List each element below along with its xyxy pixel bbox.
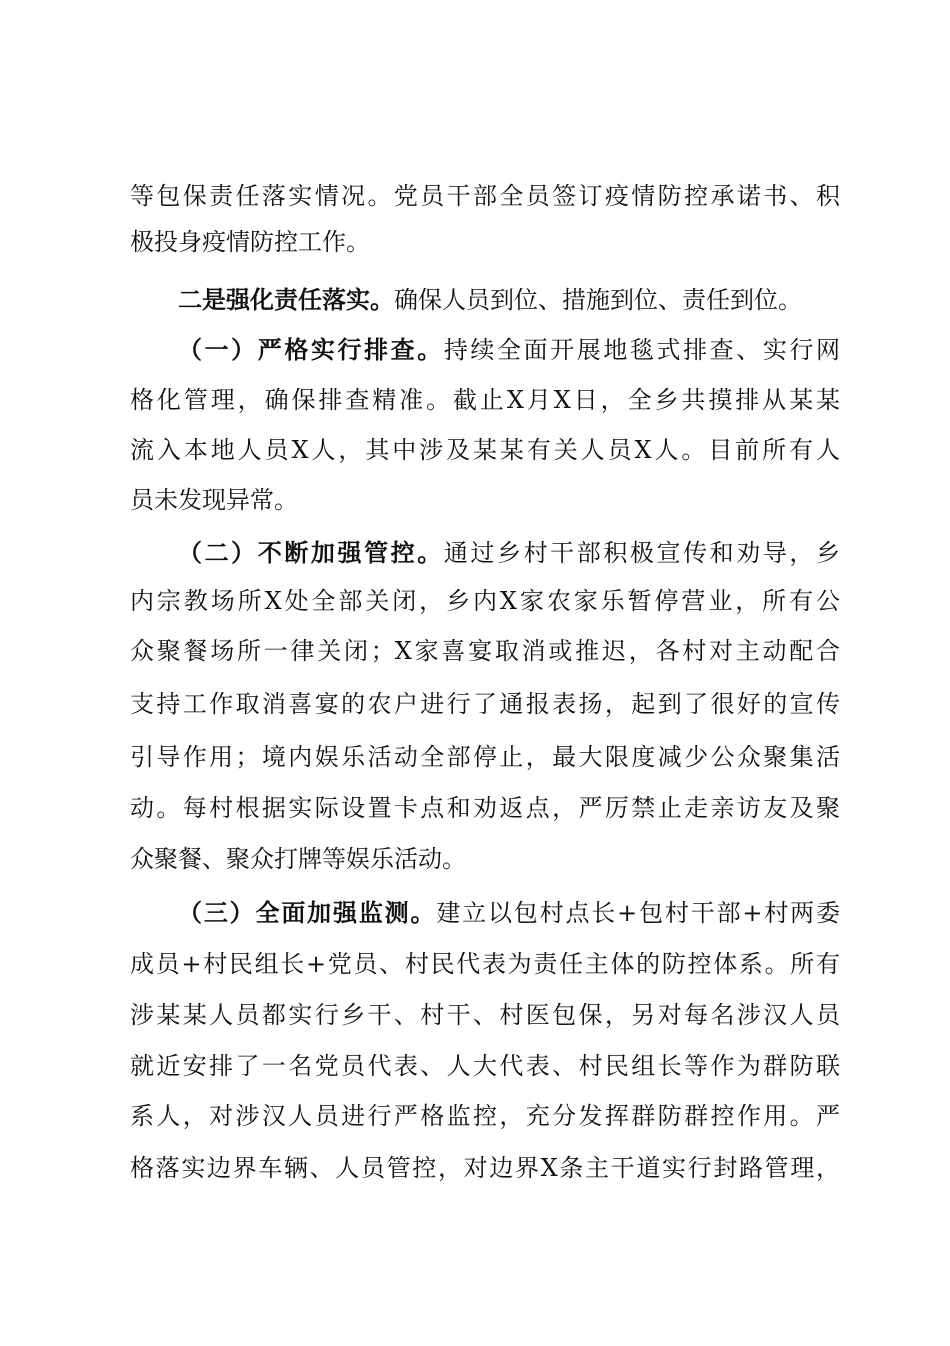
section-heading: 二是强化责任落实。 — [178, 286, 394, 314]
paragraph-line: 动。每村根据实际设置卡点和劝返点，严厉禁止走亲访友及聚 — [130, 794, 840, 822]
paragraph-text: 建立以包村点长+包村干部+村两委 — [436, 899, 840, 927]
paragraph-line: 涉某某人员都实行乡干、村干、村医包保，另对每名涉汉人员 — [130, 1001, 840, 1029]
paragraph-line: 引导作用；境内娱乐活动全部停止，最大限度减少公众聚集活 — [130, 743, 840, 771]
paragraph-text: 持续全面开展地毯式排查、实行网 — [443, 336, 841, 364]
paragraph-line: 格落实边界车辆、人员管控，对边界X条主干道实行封路管理， — [130, 1154, 840, 1182]
section-heading: （一）严格实行排查。 — [178, 335, 444, 364]
section-heading: （二）不断加强管控。 — [178, 538, 444, 567]
paragraph-line — [178, 893, 840, 933]
paragraph-line: 员未发现异常。 — [130, 486, 298, 514]
paragraph-line: 等包保责任落实情况。党员干部全员签订疫情防控承诺书、积 — [130, 182, 840, 210]
paragraph-line: 极投身疫情防控工作。 — [130, 228, 370, 256]
paragraph-line — [178, 280, 840, 320]
paragraph-line: 流入本地人员X人，其中涉及某某有关人员X人。目前所有人 — [130, 436, 840, 464]
paragraph-line: 成员+村民组长+党员、村民代表为责任主体的防控体系。所有 — [130, 950, 840, 978]
paragraph-line: 支持工作取消喜宴的农户进行了通报表扬，起到了很好的宣传 — [130, 690, 840, 718]
paragraph-line: 格化管理，确保排查精准。截止X月X日，全乡共摸排从某某 — [130, 386, 840, 414]
paragraph-line: 众聚餐、聚众打牌等娱乐活动。 — [130, 845, 466, 873]
paragraph-line: 众聚餐场所一律关闭；X家喜宴取消或推迟，各村对主动配合 — [130, 637, 840, 665]
paragraph-line — [178, 533, 840, 573]
paragraph-line — [178, 330, 840, 370]
paragraph-text: 确保人员到位、措施到位、责任到位。 — [394, 286, 802, 314]
paragraph-line: 系人，对涉汉人员进行严格监控，充分发挥群防群控作用。严 — [130, 1102, 840, 1130]
section-heading: （三）全面加强监测。 — [178, 898, 437, 927]
paragraph-text: 通过乡村干部积极宣传和劝导，乡 — [443, 539, 841, 567]
paragraph-line: 就近安排了一名党员代表、人大代表、村民组长等作为群防联 — [130, 1052, 840, 1080]
paragraph-line: 内宗教场所X处全部关闭，乡内X家农家乐暂停营业，所有公 — [130, 587, 840, 615]
